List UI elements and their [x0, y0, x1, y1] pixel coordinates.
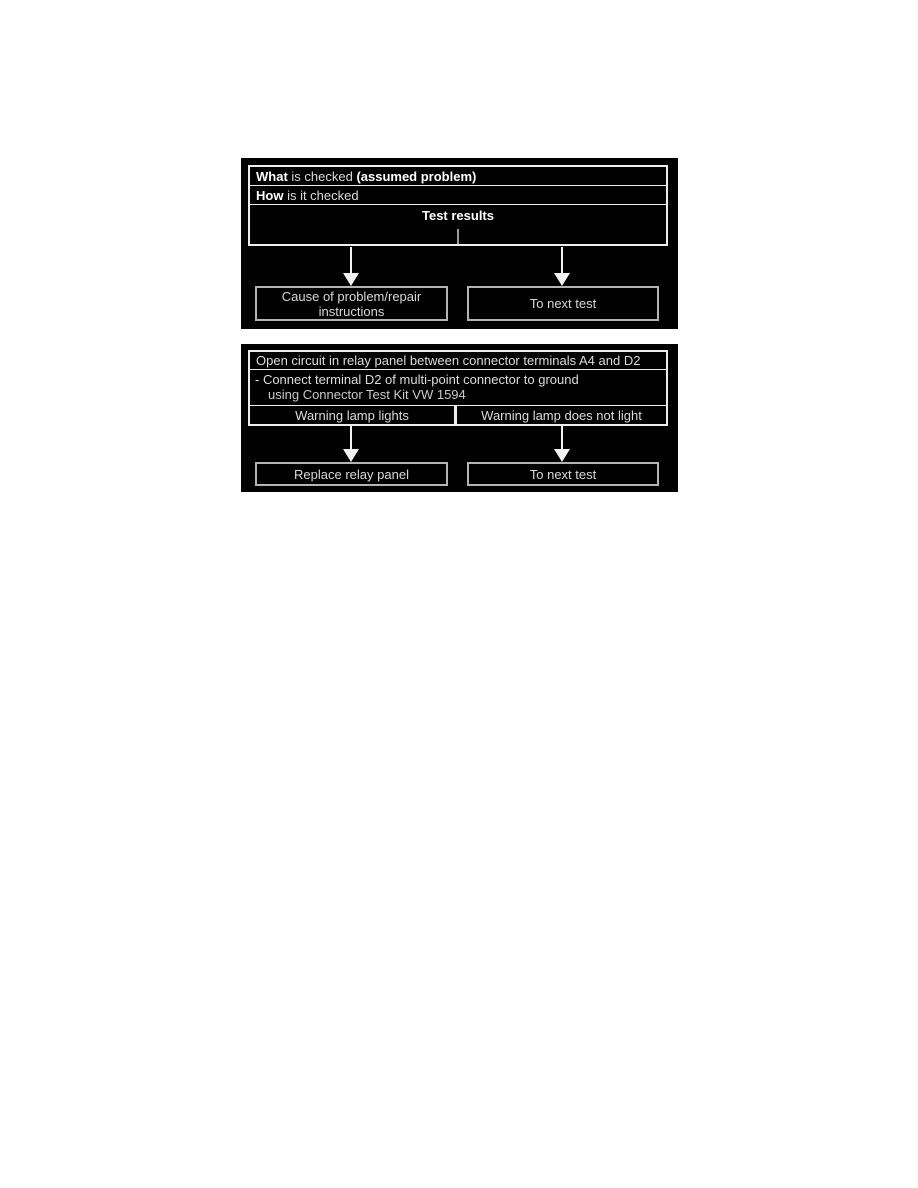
down-arrow-icon: [554, 247, 570, 286]
test-instruction-row: [250, 370, 666, 406]
legend-row-what: [250, 167, 666, 186]
down-arrow-icon: [343, 425, 359, 462]
down-arrow-icon: [343, 247, 359, 286]
instruction-line-1: - Connect terminal D2 of multi-point connector to ground: [255, 372, 579, 387]
replace-relay-panel-box: Replace relay panel: [255, 462, 448, 486]
next-test-box: To next test: [467, 462, 659, 486]
legend-flowchart-panel: [241, 158, 678, 329]
legend-row-how: [250, 186, 666, 205]
legend-row-how-text: How is it checked: [256, 187, 359, 203]
instruction-line-2: using Connector Test Kit VW 1594: [268, 387, 466, 402]
legend-table: [248, 165, 668, 246]
result-cell-lamp-lights: Warning lamp lights: [295, 407, 409, 423]
result-cell-lamp-no-light: Warning lamp does not light: [481, 407, 642, 423]
legend-row-test-results: [250, 205, 666, 244]
test-results-label: Test results: [421, 208, 494, 223]
legend-next-test-box: To next test: [467, 286, 659, 321]
test-problem-row: Open circuit in relay panel between connector terminals A4 and D2: [250, 352, 666, 370]
legend-cause-box: Cause of problem/repair instructions: [255, 286, 448, 321]
connector-stub-line: [457, 229, 459, 244]
test-result-cells: [250, 406, 666, 424]
down-arrow-icon: [554, 425, 570, 462]
test-table: [248, 350, 668, 426]
legend-row-what-text: What is checked (assumed problem): [256, 168, 477, 184]
test-flowchart-panel: [241, 344, 678, 492]
